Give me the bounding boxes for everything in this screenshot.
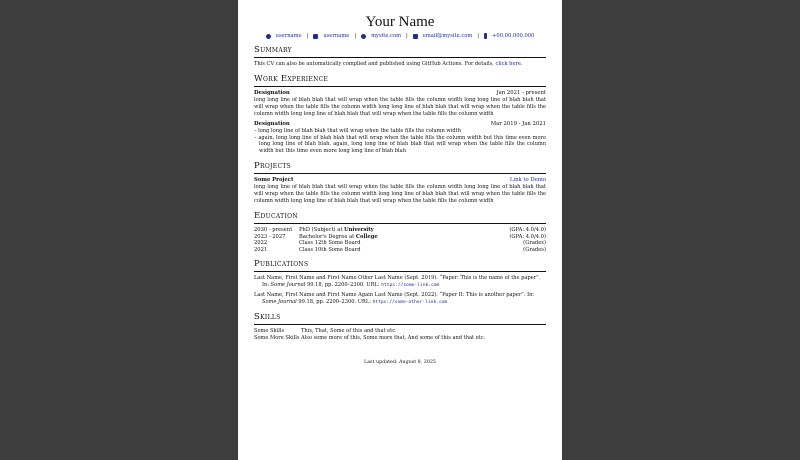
email-link[interactable]: email@mysite.com (422, 33, 473, 39)
demo-link[interactable]: Link to Demo (509, 177, 546, 184)
table-row: 2023 - 2027 Bachelor's Degree at College (GPA: 4.0/4.0) (254, 233, 546, 240)
website-link[interactable]: mysite.com (371, 33, 402, 39)
job-description: long long line of blah blah that will wrap when the table fills the column width long long line of blah blah that will wrap when the table fills the column width long long line of blah blah that will wrap when the table fills the column width long long line of blah blah that will wrap when the table fills the column width (254, 96, 546, 117)
publication-entry: Last Name, First Name and First Name Again Last Name (Sept. 2022). “Paper II: This is another paper”. In: Some Journal 99.18, pp. 2200–2300. URL: https://some-other-link.com (254, 292, 535, 306)
github-icon (266, 34, 271, 39)
skills-table (254, 328, 485, 341)
summary-text: This CV can also be automatically complied and published using GitHub Actions. For details, click here. (254, 61, 523, 67)
publication-entry: Last Name, First Name and First Name Other Last Name (Sept. 2019). “Paper: This is the name of the paper”. In: Some Journal 99.18, pp. 2200–2300. URL: https://some-link.com (254, 275, 541, 289)
envelope-icon (413, 34, 418, 39)
job-bullet: – long long line of blah blah that will wrap when the table fills the column width (254, 127, 461, 134)
details-link[interactable]: click here. (495, 61, 523, 67)
job-bullet: – again, long long line of blah blah that will wrap when the table fills the column width but this time even more long long line of blah blah. again, long long line of blah blah that will wrap when the table fills the column width but this time even more long long line of blah blah (254, 134, 546, 155)
skills-section (254, 312, 546, 341)
education-heading: Education (254, 211, 546, 224)
table-row: Some Skills This, That, Some of this and that etc. (254, 328, 397, 335)
projects-heading: Projects (254, 161, 546, 174)
job-header: Designation Jan 2021 - present (254, 89, 546, 96)
globe-icon (361, 34, 366, 39)
linkedin-icon (313, 34, 318, 39)
skills-heading: Skills (254, 312, 546, 325)
table-row: 2021 Class 10th Some Board (Grades) (254, 246, 546, 253)
cv-page (238, 0, 562, 460)
table-row: 2022 Class 12th Some Board (Grades) (254, 240, 546, 247)
phone-icon (484, 33, 487, 39)
work-heading: Work Experience (254, 74, 546, 87)
project-description: long long line of blah blah that will wrap when the table fills the column width long long line of blah blah that will wrap when the table fills the column width long long line of blah blah that will wrap when the table fills the column width long long line of blah blah that will wrap when the table fills the column width (254, 184, 546, 205)
work-section (254, 74, 546, 155)
github-link[interactable]: username (275, 33, 302, 39)
education-section (254, 211, 546, 253)
summary-heading: Summary (254, 45, 546, 58)
phone-link[interactable]: +00.00.000.000 (492, 33, 535, 39)
table-row: 2030 - present PhD (Subject) at University (GPA: 4.0/4.0) (254, 226, 546, 233)
publication-url[interactable]: https://some-other-link.com (372, 300, 448, 306)
publication-url[interactable]: https://some-link.com (381, 283, 440, 289)
contact-bar: username | username | mysite.com | email@mysite.com | +00.00.000.000 (254, 33, 546, 39)
project-header: Some Project Link to Demo (254, 177, 546, 184)
last-updated: Last updated: August 8, 2025 (364, 359, 436, 365)
cv-name: Your Name (365, 14, 435, 30)
projects-section (254, 161, 546, 205)
education-table (254, 227, 546, 253)
job-header: Designation Mar 2019 - Jan 2021 (254, 120, 546, 127)
linkedin-link[interactable]: username (323, 33, 350, 39)
publications-heading: Publications (254, 259, 546, 272)
table-row: Some More Skills Also some more of this, Some more that, And some of this and that etc. (254, 334, 486, 341)
publications-section (254, 259, 546, 306)
summary-section (254, 45, 546, 68)
